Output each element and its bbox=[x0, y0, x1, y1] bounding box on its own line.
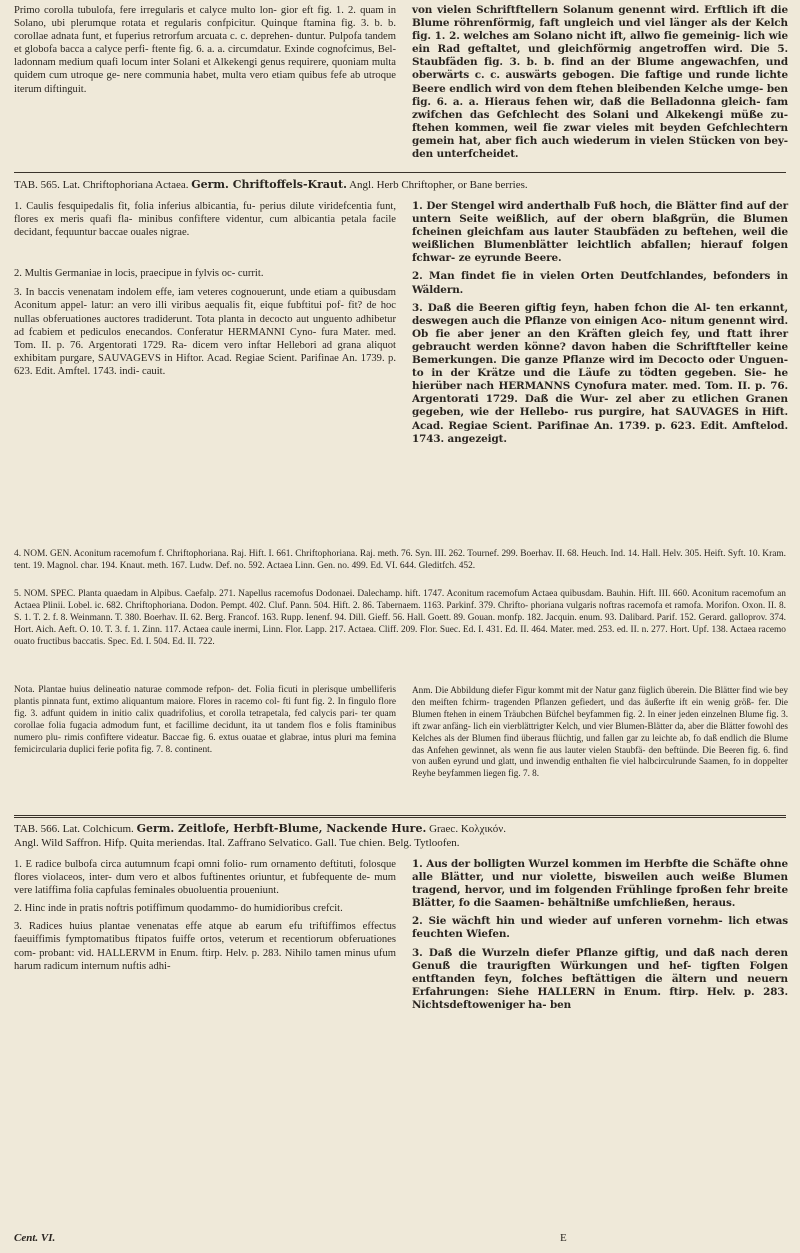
greek-name: Graec. Κολχικόν. bbox=[429, 823, 506, 835]
dutch-name: Belg. Tytloofen. bbox=[388, 837, 460, 849]
nota-latin: Nota. Plantae huius delineatio naturae commode refpon- det. Folia ficuti in plerisque umbelliferis plantis pinnata funt, extimo aliquantum maiore. Flores in racemo col- fti funt fig. 2. In fingulo flore fig. 3. adfunt quidem in initio calix quadrifolius, et corolla tetrapetala, fed calycis pari- ter quam corollae folia fugacia admodum funt, et facillime decidunt, ita ut tandem flos e folis ftaminibus numero plu- rimis confiftere videatur. Baccae fig. 6. extus ouatae et glabrae, intus pluri ma femina femicircularia duplici ferie pofita fig. 7. 8. continent. bbox=[14, 685, 396, 755]
signature-mark: Cent. VI. bbox=[14, 1232, 56, 1244]
german-paragraph: 3. Daß die Wurzeln diefer Pflanze giftig, und daß nach deren Genuß die traurigften Würkungen und hef- tigften Folgen entftanden feyn, folches beftättigen die ältern und neuern Erfahrungen: Siehe HALLERN in Enum. ftirp. Helv. p. 283. Nichtsdeftoweniger ha- ben bbox=[412, 946, 788, 1011]
nota-german: Anm. Die Abbildung diefer Figur kommt mit der Natur ganz füglich überein. Die Blätter find wie bey den meiften fchirm- tragenden Pflanzen gefiedert, und das äußerfte ift ein wenig größ- fer. Die Blumen ftehen in einem Träubchen Büfchel beyfammen fig. 2. In einer jeden einzelnen Blume fig. 3. ift zwar anfäng- lich ein vierblättrigter Kelch, und vier Blumen-Blätter da, aber die Blätter fowohl des Kelches als der Blumen find überaus flüchtig, und fallen gar zu leichte ab, fo daß endlich die Blume das Anfehen gewinnet, als wenn fie aus lauter vielen Staubfä- den beftünde. Die Beeren fig. 6. find von außen eyrund und glatt, und inwendig enthalten fie viel halbcirculrunde Saamen, fo in doppelter Reyhe beyfammen liegen fig. 7. 8. bbox=[412, 685, 788, 779]
spanish-name: Hifp. Quita meriendas. bbox=[103, 837, 205, 849]
section-divider bbox=[14, 815, 786, 818]
nomen-specificum: 5. NOM. SPEC. Planta quaedam in Alpibus. Caefalp. 271. Napellus racemofus Dodonaei. Dalechamp. hift. 1747. Aconitum racemofum Actaea quibusdam. Bauhin. Hift. III. 660. Aconitum racemofum an Actaea Plinii. Lobel. ic. 682. Chriftophoriana. Dodon. Pempt. 402. Cluf. Pann. 504. Hift. 2. 86. Tabernaem. 1163. Parkinf. 379. Chrifto- phoriana vulgaris noftras racemofa et ramofa. Morifon. Oxon. II. 8. S. 1. T. 2. f. 8. Weinmann. T. 380. Boerhav. II. 62. Berg. Francof. 163. Rupp. Ienenf. 94. Dill. Gieff. 56. Hall. Goett. 89. Gouan. monfp. 182. Jacquin. enum. 93. Dalibard. Parif. 152. Gerard. galloprov. 374. Hort. Aich. Aeft. O. 10. T. 3. f. 1. Zinn. 117. Actaea caule inermi, Linn. Flor. Lapp. 217. Actaea. Cliff. 209. Flor. Suec. Ed. I. 431. Ed. II. 464. Mater. med. 253. ed. II. n. 277. Hort. Upf. 138. Actaea racemo ouato fructibus baccatis. Spec. Ed. I. 504. Ed. II. 722. bbox=[14, 589, 786, 648]
german-paragraph: 1. Aus der bolligten Wurzel kommen im Herbfte die Schäfte ohne alle Blätter, und nur violette, bisweilen auch weiße Blumen tragend, hervor, und im folgenden Frühlinge fproßen fehr breite Blätter, fo die Saamen- behältniße umfchließen, heraus. bbox=[412, 858, 788, 910]
german-name: Germ. Zeitlofe, Herbft-Blume, Nackende Hure. bbox=[136, 822, 427, 835]
italian-name: Ital. Zaffrano Selvatico. bbox=[207, 837, 313, 849]
belladonna-latin-text: Primo corolla tubulofa, fere irregularis et calyce multo lon- gior eft fig. 1. 2. quam in Solano, ubi plerumque rotata et regularis confpicitur. Quinque ftamina fig. 3. b. b. corollae adnata funt, et fuperius retrorfum arcuata c. c. deprehen- duntur. Pulpofa tandem et globofa bacca a calyce perfi- ftente fig. 6. a. a. circumdatur. Exinde cognofcimus, Bel- ladonnam medium quafi locum inter Solani et Alkekengi genus requirere, quoniam multa quidem cum utroque ge- nere communia habet, multa vero etiam quibus fefe ab utroque iterum diftinguit. bbox=[14, 5, 396, 95]
tab-566-header bbox=[14, 822, 794, 836]
english-name: Angl. Herb Chriftopher, or Bane berries. bbox=[349, 179, 528, 191]
tab-565-latin-column bbox=[14, 200, 396, 383]
belladonna-german-text: von vielen Schriftftellern Solanum genennt wird. Erftlich ift die Blume röhrenförmig, faft ungleich und viel länger als der Kelch fig. 1. 2. welches am Solano nicht ift, allwo fie gemeinig- lich wie ein Rad geftaltet, und gleichförmig angetroffen wird. Die 5. Staubfäden fig. 3. b. b. find an der Blume angewachfen, und oberwärts c. c. auswärts gebogen. Die faftige und runde lichte Beere endlich wird von dem ftehen bleibenden Kelche umge- ben fig. 6. a. a. Hieraus fehen wir, daß die Belladonna gleich- fam zwifchen das Gefchlecht des Solani und Alkekengi müße zu- ftehen kommen, weil fie zwar vieles mit beyden Gefchlechtern gemein hat, aber fich auch wiederum in vielen Stücken von bey- den unterfcheidet. bbox=[412, 4, 788, 161]
latin-paragraph: 1. Caulis fesquipedalis fit, folia inferius albicantia, fu- perius dilute viridefcentia funt, flores ex meris quafi fla- minibus confiftere videntur, cum albicantia petala facile decidant, fequuntur baccae ouales nigrae. bbox=[14, 201, 396, 239]
tab-566-latin-column bbox=[14, 858, 396, 978]
latin-paragraph: 1. E radice bulbofa circa autumnum fcapi omni folio- rum ornamento deftituti, folosque flores violaceos, inter- dum vero et albos fuftinentes oriuntur, et fubfequente de- mum vere latiffima folia capfulas feminales obuoluentia proueniunt. bbox=[14, 859, 396, 897]
german-paragraph: 2. Sie wächft hin und wieder auf unferen vornehm- lich etwas feuchten Wiefen. bbox=[412, 915, 788, 941]
latin-paragraph: 2. Multis Germaniae in locis, praecipue in fylvis oc- currit. bbox=[14, 268, 264, 280]
tab-number: TAB. 566. bbox=[14, 823, 60, 835]
german-paragraph: 1. Der Stengel wird anderthalb Fuß hoch, die Blätter find auf der untern Seite weißlich, auf der obern blaßgrün, die Blumen fcheinen gleichfam aus lauter Staubfäden zu beftehen, weil die weißlichen Blumenblätter leichtlich abfallen; hierauf folgen fchwar- ze eyrunde Beere. bbox=[412, 200, 788, 265]
latin-paragraph: 2. Hinc inde in pratis noftris potiffimum quodammo- do humidioribus crefcit. bbox=[14, 903, 343, 915]
english-name: Angl. Wild Saffron. bbox=[14, 837, 102, 849]
german-paragraph: 3. Daß die Beeren giftig feyn, haben fchon die Al- ten erkannt, deswegen auch die Pflanze von einigen Aco- nitum genennt wird. Ob fie aber jener an den Kräften gleich fey, und ftatt ihrer gebraucht werden könne? davon haben die Schriftfteller keine Bemerkungen. Die ganze Pflanze wird im Decocto oder Unguen- to in der Krätze und die Läufe zu tödten gegeben. Sie- he hierüber nach HERMANNS Cynofura mater. med. Tom. II. p. 76. Argentorati 1729. Daß die Wur- zel aber zu etlichen Granen gegeben, wie der Hellebo- rus purgire, hat SAUVAGES in Hift. Acad. Regiae Scient. Parifinae An. 1739. p. 623. Edit. Amftelod. 1743. angezeigt. bbox=[412, 301, 788, 445]
latin-name: Lat. Colchicum. bbox=[62, 823, 134, 835]
tab-number: TAB. 565. bbox=[14, 179, 60, 191]
french-name: Gall. Tue chien. bbox=[315, 837, 386, 849]
german-name: Germ. Chriftoffels-Kraut. bbox=[191, 178, 347, 191]
tab-565-german-column bbox=[412, 200, 788, 451]
latin-name: Lat. Chriftophoriana Actaea. bbox=[62, 179, 189, 191]
tab-566-header-line2 bbox=[14, 836, 794, 850]
tab-565-header bbox=[14, 178, 794, 192]
gathering-mark: E bbox=[560, 1232, 567, 1244]
section-divider bbox=[14, 172, 786, 173]
nomen-genericum: 4. NOM. GEN. Aconitum racemofum f. Chriftophoriana. Raj. Hift. I. 661. Chriftophoriana. Raj. meth. 76. Syn. III. 262. Tournef. 299. Boerhav. II. 68. Heuch. Ind. 14. Hall. Helv. 305. Heift. Syft. 10. Kram. tent. 19. Magnol. char. 194. Knaut. meth. 167. Ludw. Def. no. 592. Actaea Linn. Gen. no. 499. Ed. VI. 644. Gleditfch. 452. bbox=[14, 549, 786, 572]
german-paragraph: 2. Man findet fie in vielen Orten Deutfchlandes, befonders in Wäldern. bbox=[412, 270, 788, 296]
latin-paragraph: 3. In baccis venenatam indolem effe, iam veteres cognouerunt, unde etiam a quibusdam Aconitum appel- latur: an vero illi viribus aequalis fit, eique fubftitui pof- fit? de hoc nullas obferuationes auctores tradiderunt. Tota planta in decocto aut unguento adhibetur ad fcabiem et pediculos enecandos. Conferatur HERMANNI Cyno- fura Mater. med. Tom. II. p. 76. Argentorati 1729. Ra- dicem vero inftar Hellebori ad grana aliquot exhibitam purgare, SAUVAGEVS in Hiftor. Acad. Regiae Scient. Parifinae An. 1739. p. 623. Edit. Amftel. 1743. indi- cauit. bbox=[14, 287, 396, 377]
latin-paragraph: 3. Radices huius plantae venenatas effe atque ab earum efu triftiffimos effectus faeuiffimis fymptomatibus ftipatos fuiffe ortos, veterum et recentiorum obferuationes com- probant: vid. HALLERVM in Enum. ftirp. Helv. p. 283. Nihilo tamen minus ufum harum radicum internum nuftis adhi- bbox=[14, 921, 396, 972]
tab-566-german-column bbox=[412, 858, 788, 1017]
